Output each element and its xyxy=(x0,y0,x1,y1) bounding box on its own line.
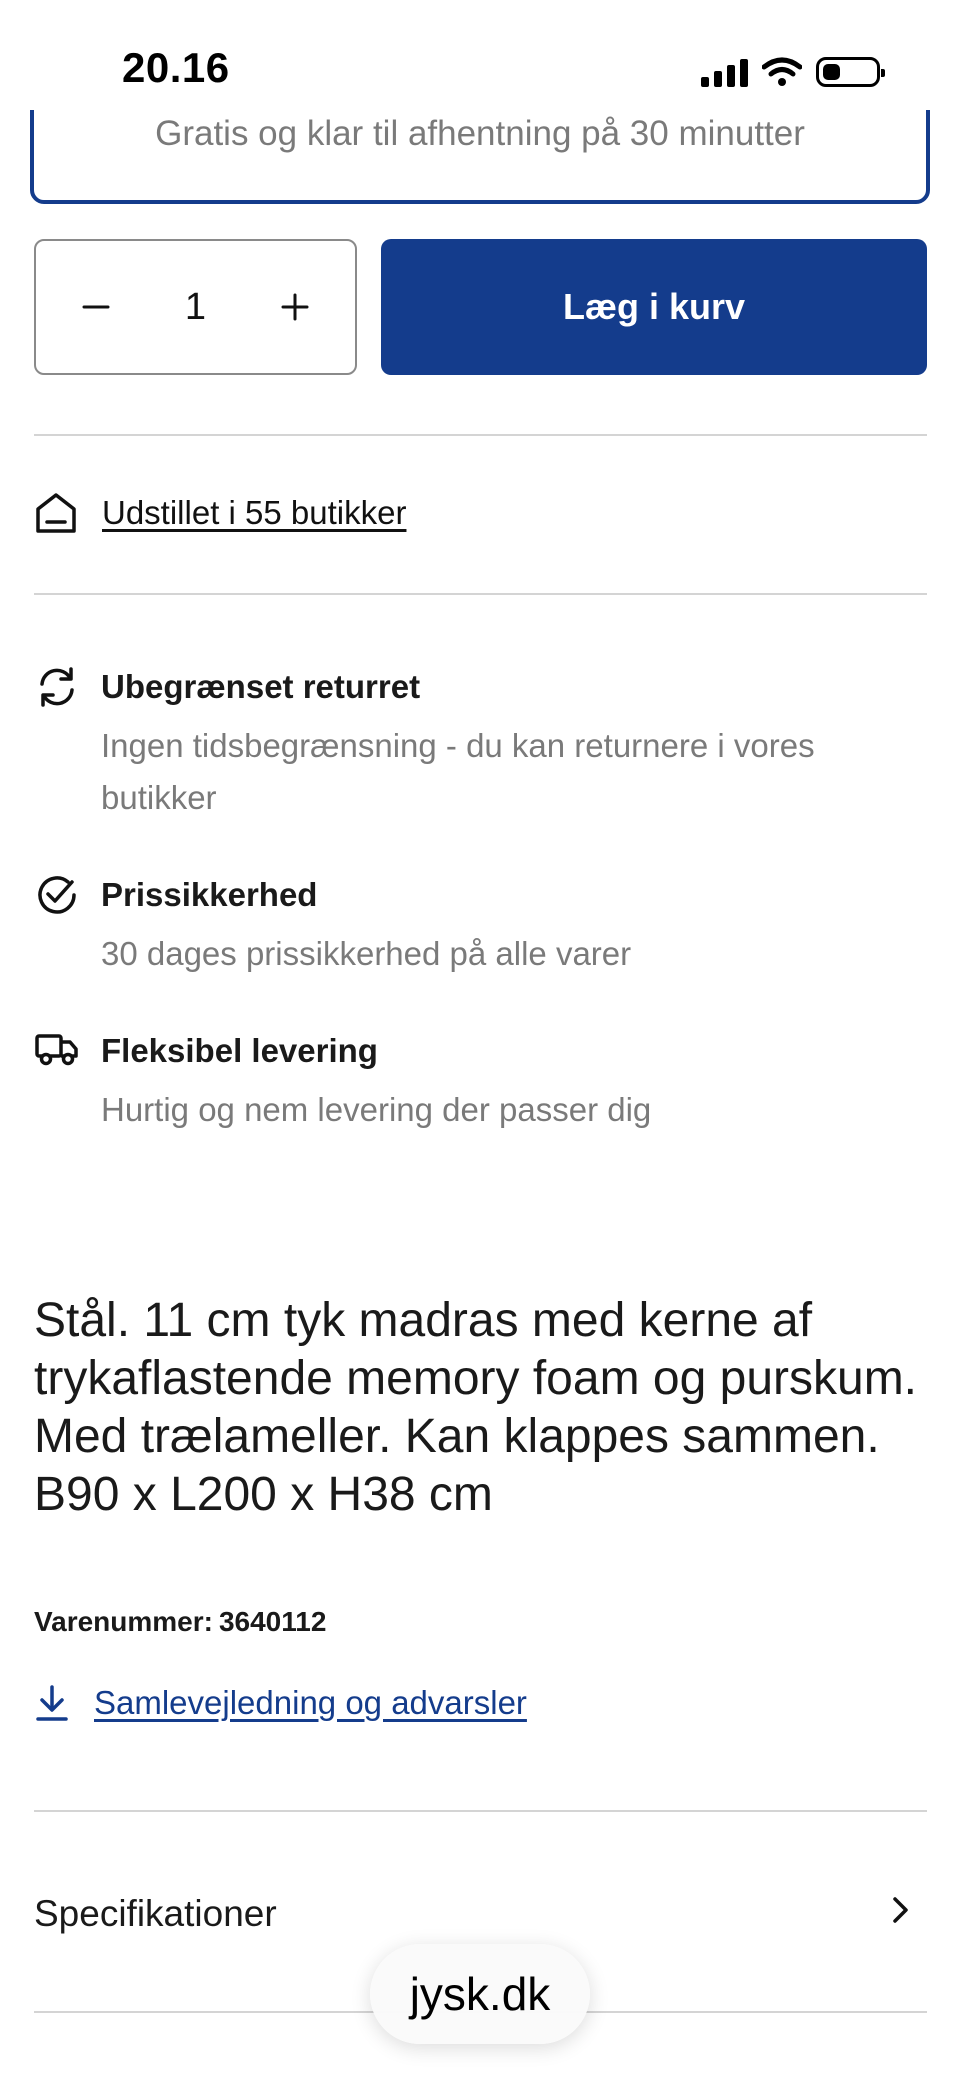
add-to-cart-button[interactable]: Læg i kurv xyxy=(381,239,927,375)
store-availability[interactable] xyxy=(34,488,406,538)
divider xyxy=(34,434,927,436)
feature-title: Ubegrænset returret xyxy=(101,668,421,705)
assembly-instructions-link[interactable]: Samlevejledning og advarsler xyxy=(94,1684,527,1721)
wifi-icon xyxy=(762,57,802,87)
feature-title: Fleksibel levering xyxy=(101,1032,378,1069)
status-icons xyxy=(701,52,880,92)
battery-icon xyxy=(816,57,880,87)
item-number-value: 3640112 xyxy=(218,1606,327,1637)
feature-description: Hurtig og nem levering der passer dig xyxy=(101,1091,652,1128)
specifications-label: Specifikationer xyxy=(34,1893,277,1934)
cellular-signal-icon xyxy=(701,57,748,87)
quantity-value[interactable]: 1 xyxy=(184,285,207,328)
browser-url-bar[interactable]: jysk.dk xyxy=(370,1944,590,2044)
divider xyxy=(34,593,927,595)
battery-level xyxy=(823,64,840,80)
check-circle-icon xyxy=(34,872,80,918)
feature-title: Prissikkerhed xyxy=(101,876,318,913)
truck-icon xyxy=(34,1028,80,1074)
assembly-instructions[interactable] xyxy=(34,1678,527,1728)
quantity-stepper[interactable] xyxy=(34,239,357,375)
download-icon xyxy=(34,1683,70,1723)
item-number xyxy=(34,1606,326,1638)
minus-icon[interactable] xyxy=(74,285,118,329)
product-description: Stål. 11 cm tyk madras med kerne af trykaflastende memory foam og purskum. Med trælameller. Kan klappes sammen. B90 x L200 x H38 cm xyxy=(34,1294,918,1521)
refresh-icon xyxy=(34,664,80,710)
feature-description: Ingen tidsbegrænsning - du kan returnere i vores butikker xyxy=(101,727,815,816)
status-bar xyxy=(0,0,960,110)
store-availability-link[interactable]: Udstillet i 55 butikker xyxy=(102,494,407,531)
feature-description: 30 dages prissikkerhed på alle varer xyxy=(101,935,632,972)
plus-icon[interactable] xyxy=(273,285,317,329)
chevron-right-icon xyxy=(885,1895,915,1925)
status-time: 20.16 xyxy=(122,44,230,91)
item-number-label: Varenummer: xyxy=(34,1606,213,1637)
store-icon xyxy=(34,491,78,535)
pickup-text: Gratis og klar til afhentning på 30 minutter xyxy=(155,114,805,153)
